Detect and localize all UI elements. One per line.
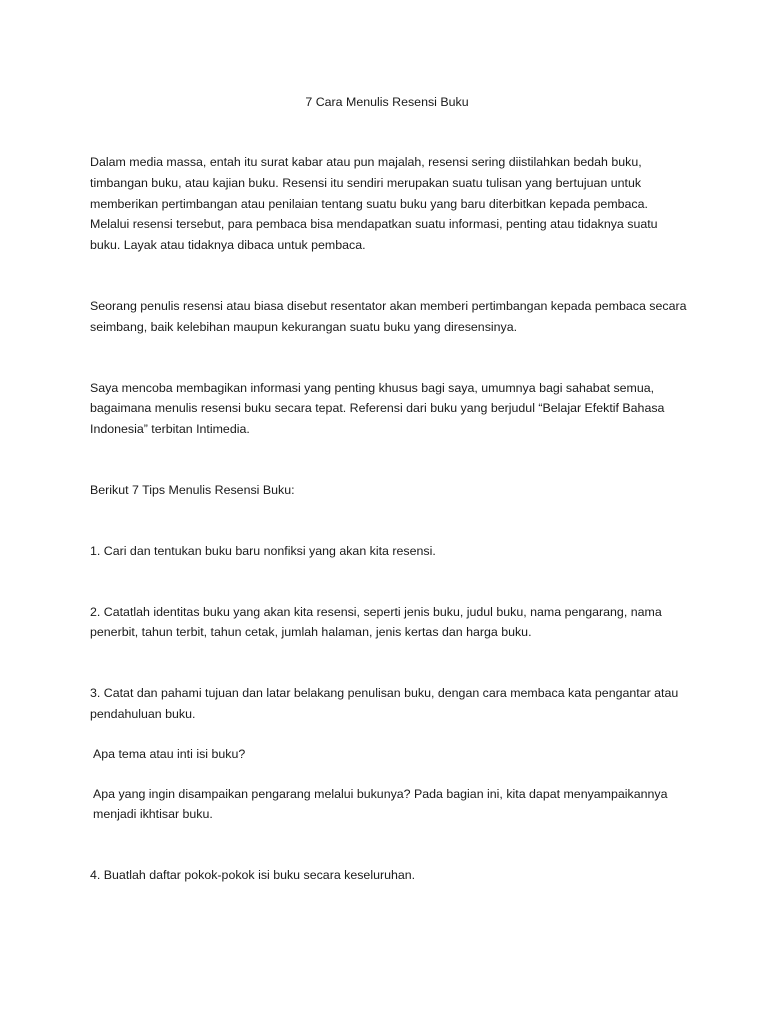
document-content	[90, 92, 690, 886]
list-item-tip-2: 2. Catatlah identitas buku yang akan kita resensi, seperti jenis buku, judul buku, nama pengarang, nama penerbit, tahun terbit, tahun cetak, jumlah halaman, jenis kertas dan harga buku.	[90, 604, 662, 640]
paragraph-tips-heading: Berikut 7 Tips Menulis Resensi Buku:	[90, 482, 295, 497]
list-item-tip-4: 4. Buatlah daftar pokok-pokok isi buku secara keseluruhan.	[90, 868, 416, 883]
paragraph-resentator: Seorang penulis resensi atau biasa disebut resentator akan memberi pertimbangan kepada pembaca secara seimbang, baik kelebihan maupun kekurangan suatu buku yang diresensinya.	[90, 298, 687, 334]
list-item-tip-1: 1. Cari dan tentukan buku baru nonfiksi yang akan kita resensi.	[90, 543, 436, 558]
list-item-tip-3: 3. Catat dan pahami tujuan dan latar belakang penulisan buku, dengan cara membaca kata pengantar atau pendahuluan buku.	[90, 686, 679, 721]
paragraph-intro: Dalam media massa, entah itu surat kabar atau pun majalah, resensi sering diistilahkan bedah buku, timbangan buku, atau kajian buku. Resensi itu sendiri merupakan suatu tulisan yang bertujuan untuk memberikan pertimbangan atau penilaian tentang suatu buku yang baru diterbitkan kepada pembaca. Melalui resensi tersebut, para pembaca bisa mendapatkan suatu informasi, penting atau tidaknya suatu buku. Layak atau tidaknya dibaca untuk pembaca.	[90, 155, 658, 253]
sub-item-question-theme: Apa tema atau inti isi buku?	[93, 746, 246, 761]
sub-item-question-message: Apa yang ingin disampaikan pengarang melalui bukunya? Pada bagian ini, kita dapat menyampaikannya menjadi ikhtisar buku.	[93, 786, 668, 822]
document-title: 7 Cara Menulis Resensi Buku	[305, 95, 469, 109]
paragraph-reference: Saya mencoba membagikan informasi yang penting khusus bagi saya, umumnya bagi sahabat semua, bagaimana menulis resensi buku secara tepat. Referensi dari buku yang berjudul “Belajar Efektif Bahasa Indonesia” terbitan Intimedia.	[90, 380, 665, 437]
